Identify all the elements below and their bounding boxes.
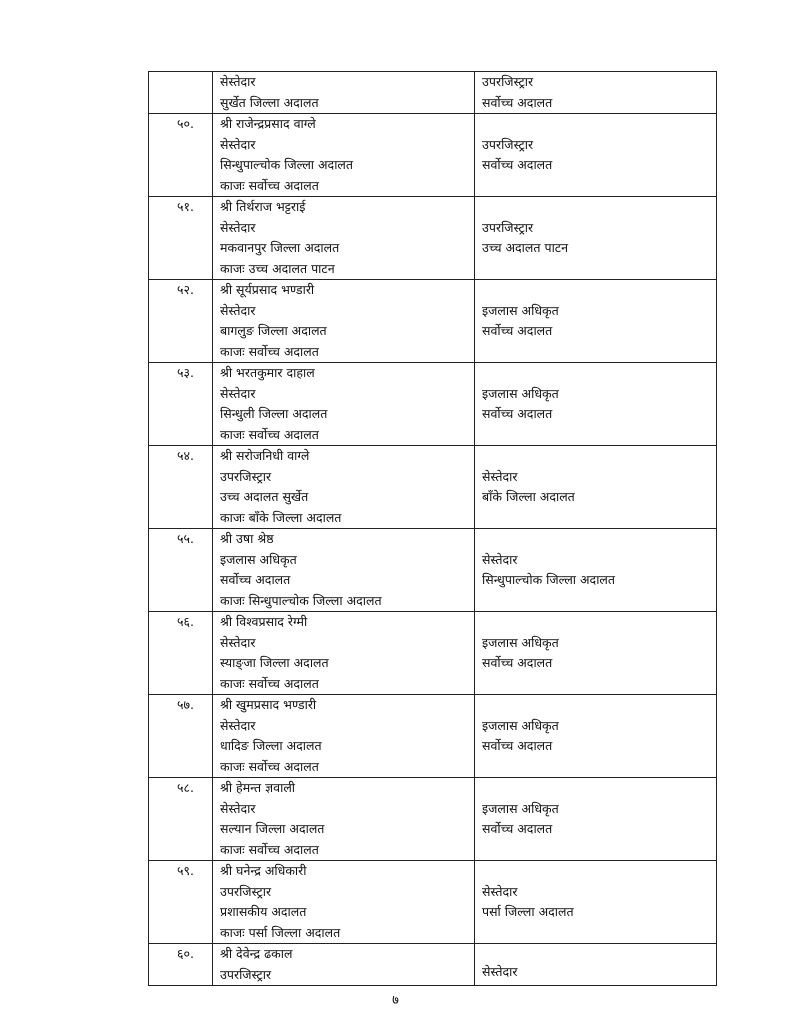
new-post-line: सर्वोच्च अदालत: [482, 821, 553, 836]
new-post-line: सेस्तेदार: [482, 551, 518, 567]
current-post-line: श्री देवेन्द्र ढकाल: [220, 946, 293, 961]
new-post-line: उपरजिस्ट्रार: [482, 219, 534, 235]
current-post-line: प्रशासकीय अदालत: [220, 904, 307, 919]
current-post-line: काजः सर्वोच्च अदालत: [220, 758, 319, 774]
new-post-cell: [475, 778, 717, 861]
serial-number-cell: ५७.: [149, 695, 213, 778]
new-post-line: सर्वोच्च अदालत: [482, 406, 553, 421]
serial-number-cell: ५०.: [149, 114, 213, 197]
current-post-line: सिन्धुपाल्चोक जिल्ला अदालत: [220, 157, 354, 172]
table-row: [149, 944, 717, 986]
serial-number-cell: ५३.: [149, 363, 213, 446]
current-post-line: मकवानपुर जिल्ला अदालत: [220, 240, 340, 255]
current-post-line: उपरजिस्ट्रार: [220, 966, 272, 982]
current-post-cell: [213, 695, 475, 778]
table-row: [149, 861, 717, 944]
current-post-cell: [213, 446, 475, 529]
serial-number-cell: ५९.: [149, 861, 213, 944]
current-post-line: काजः बाँके जिल्ला अदालत: [220, 509, 342, 525]
current-post-line: धादिङ जिल्ला अदालत: [220, 738, 322, 753]
new-post-line: सर्वोच्च अदालत: [482, 157, 553, 172]
table-row: [149, 114, 717, 197]
current-post-line: सेस्तेदार: [220, 136, 256, 152]
current-post-line: सेस्तेदार: [220, 385, 256, 401]
new-post-cell: [475, 114, 717, 197]
page-number: ७: [392, 993, 399, 1008]
current-post-line: श्री हेमन्त ज्ञवाली: [220, 780, 296, 795]
current-post-line: श्री घनेन्द्र अधिकारी: [220, 863, 307, 878]
current-post-line: श्री राजेन्द्रप्रसाद वाग्ले: [220, 116, 316, 131]
serial-number-cell: ५५.: [149, 529, 213, 612]
current-post-cell: [213, 612, 475, 695]
current-post-line: काजः सर्वोच्च अदालत: [220, 177, 319, 193]
new-post-cell: [475, 861, 717, 944]
current-post-cell: [213, 529, 475, 612]
transfer-table-body: [149, 72, 717, 986]
table-row: [149, 72, 717, 114]
current-post-line: उपरजिस्ट्रार: [220, 883, 272, 899]
table-row: [149, 446, 717, 529]
new-post-cell: [475, 529, 717, 612]
table-row: [149, 529, 717, 612]
new-post-line: उपरजिस्ट्रार: [482, 136, 534, 152]
current-post-cell: [213, 363, 475, 446]
new-post-line: इजलास अधिकृत: [482, 800, 559, 816]
current-post-cell: [213, 280, 475, 363]
current-post-line: उपरजिस्ट्रार: [220, 468, 272, 484]
new-post-line: बाँके जिल्ला अदालत: [482, 489, 575, 504]
table-row: [149, 363, 717, 446]
transfer-table: [148, 71, 717, 986]
new-post-cell: [475, 280, 717, 363]
current-post-line: इजलास अधिकृत: [220, 551, 297, 567]
current-post-line: श्री सरोजनिधी वाग्ले: [220, 448, 310, 463]
serial-number-cell: [149, 72, 213, 114]
new-post-cell: [475, 446, 717, 529]
current-post-line: बागलुङ जिल्ला अदालत: [220, 323, 327, 338]
new-post-cell: [475, 197, 717, 280]
current-post-line: काजः उच्च अदालत पाटन: [220, 260, 335, 276]
new-post-cell: [475, 944, 717, 986]
current-post-line: श्री सूर्यप्रसाद भण्डारी: [220, 282, 315, 297]
serial-number-cell: ५१.: [149, 197, 213, 280]
current-post-line: सर्वोच्च अदालत: [220, 572, 291, 587]
current-post-line: श्री तिर्थराज भट्टराई: [220, 199, 306, 214]
new-post-line: सेस्तेदार: [482, 963, 518, 979]
table-row: [149, 280, 717, 363]
current-post-line: सेस्तेदार: [220, 717, 256, 733]
current-post-line: काजः सर्वोच्च अदालत: [220, 343, 319, 359]
current-post-cell: [213, 861, 475, 944]
current-post-cell: [213, 72, 475, 114]
current-post-line: सुर्खेत जिल्ला अदालत: [220, 94, 319, 110]
new-post-line: उच्च अदालत पाटन: [482, 240, 569, 255]
new-post-line: सेस्तेदार: [482, 468, 518, 484]
current-post-line: श्री खुमप्रसाद भण्डारी: [220, 697, 317, 712]
serial-number-cell: ५२.: [149, 280, 213, 363]
serial-number-cell: ५४.: [149, 446, 213, 529]
current-post-line: सिन्धुली जिल्ला अदालत: [220, 406, 328, 421]
current-post-line: काजः सर्वोच्च अदालत: [220, 426, 319, 442]
new-post-line: इजलास अधिकृत: [482, 717, 559, 733]
current-post-line: सेस्तेदार: [220, 800, 256, 816]
current-post-cell: [213, 197, 475, 280]
new-post-line: सिन्धुपाल्चोक जिल्ला अदालत: [482, 572, 616, 587]
new-post-cell: [475, 72, 717, 114]
new-post-cell: [475, 695, 717, 778]
current-post-cell: [213, 944, 475, 986]
table-row: [149, 612, 717, 695]
current-post-line: स्याङ्जा जिल्ला अदालत: [220, 655, 329, 670]
current-post-cell: [213, 114, 475, 197]
new-post-cell: [475, 612, 717, 695]
new-post-line: पर्सा जिल्ला अदालत: [482, 904, 574, 919]
current-post-line: काजः सिन्धुपाल्चोक जिल्ला अदालत: [220, 592, 382, 608]
table-row: [149, 695, 717, 778]
new-post-line: उपरजिस्ट्रार: [482, 74, 534, 89]
new-post-line: इजलास अधिकृत: [482, 302, 559, 318]
serial-number-cell: ५६.: [149, 612, 213, 695]
current-post-cell: [213, 778, 475, 861]
current-post-line: सेस्तेदार: [220, 634, 256, 650]
current-post-line: सल्यान जिल्ला अदालत: [220, 821, 325, 836]
new-post-line: इजलास अधिकृत: [482, 385, 559, 401]
current-post-line: श्री भरतकुमार दाहाल: [220, 365, 315, 380]
new-post-cell: [475, 363, 717, 446]
serial-number-cell: ५८.: [149, 778, 213, 861]
new-post-line: सर्वोच्च अदालत: [482, 323, 553, 338]
current-post-line: सेस्तेदार: [220, 219, 256, 235]
serial-number-cell: ६०.: [149, 944, 213, 986]
current-post-line: उच्च अदालत सुर्खेत: [220, 489, 309, 504]
current-post-line: काजः सर्वोच्च अदालत: [220, 675, 319, 691]
table-row: [149, 778, 717, 861]
new-post-line: सर्वोच्च अदालत: [482, 655, 553, 670]
current-post-line: श्री विश्वप्रसाद रेग्मी: [220, 614, 308, 629]
new-post-line: सेस्तेदार: [482, 883, 518, 899]
current-post-line: सेस्तेदार: [220, 74, 256, 89]
current-post-line: सेस्तेदार: [220, 302, 256, 318]
table-row: [149, 197, 717, 280]
current-post-line: श्री उषा श्रेष्ठ: [220, 531, 274, 546]
current-post-line: काजः पर्सा जिल्ला अदालत: [220, 924, 341, 940]
new-post-line: सर्वोच्च अदालत: [482, 94, 553, 110]
new-post-line: इजलास अधिकृत: [482, 634, 559, 650]
new-post-line: सर्वोच्च अदालत: [482, 738, 553, 753]
current-post-line: काजः सर्वोच्च अदालत: [220, 841, 319, 857]
